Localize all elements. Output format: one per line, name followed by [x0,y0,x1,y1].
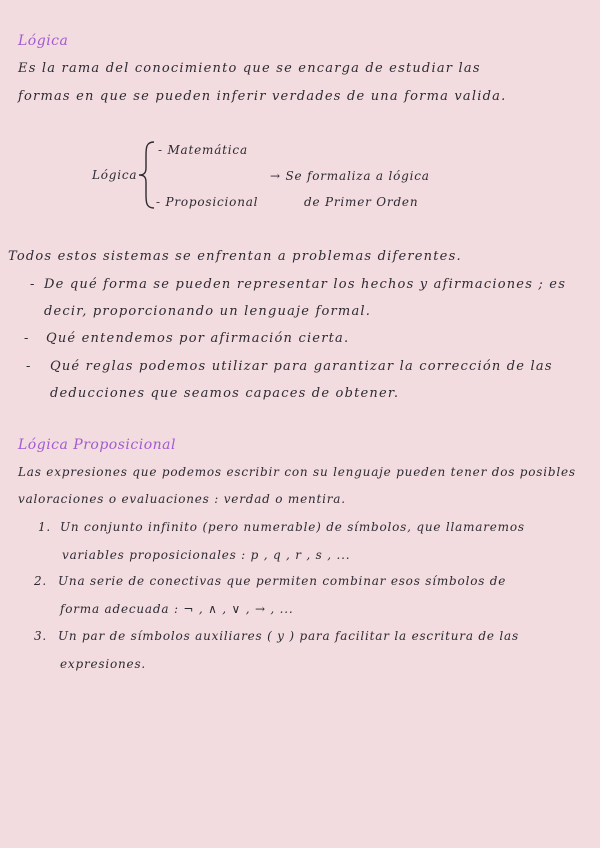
problems-intro: Todos estos sistemas se enfrentan a problemas diferentes. [8,249,462,264]
problem-1-bullet: - [30,277,36,292]
item-3-line-2: expresiones. [60,657,147,671]
problem-2-bullet: - [24,331,30,346]
item-2-line-1: Una serie de conectivas que permiten combinar esos símbolos de [58,574,507,588]
problem-3-line-2: deducciones que seamos capaces de obtener. [50,386,400,401]
problem-1-line-1: De qué forma se pueden representar los hechos y afirmaciones ; es [44,277,567,292]
item-1-number: 1. [38,520,52,534]
diagram-branch-proposicional: - Proposicional [156,195,259,209]
item-2-line-2: forma adecuada : ¬ , ∧ , ∨ , → , ... [60,602,294,616]
item-1-line-2: variables proposicionales : p , q , r , s , ... [62,548,351,562]
problem-1-line-2: decir, proporcionando un lenguaje formal. [44,304,372,319]
section-title-logica-proposicional: Lógica Proposicional [18,437,176,453]
section2-intro-line-1: Las expresiones que podemos escribir con su lenguaje pueden tener dos posibles [18,465,576,479]
section2-intro-line-2: valoraciones o evaluaciones : verdad o mentira. [18,492,346,506]
item-1-line-1: Un conjunto infinito (pero numerable) de símbolos, que llamaremos [60,520,525,534]
item-3-number: 3. [34,629,48,643]
item-2-number: 2. [34,574,48,588]
diagram-branch-matematica: - Matemática [158,143,248,157]
intro-line-1: Es la rama del conocimiento que se encarga de estudiar las [18,61,481,76]
problem-2-line-1: Qué entendemos por afirmación cierta. [46,331,350,346]
section-title-logica: Lógica [18,33,69,49]
curly-brace-icon [136,140,158,210]
diagram-arrow-note-1: → Se formaliza a lógica [270,169,430,183]
item-3-line-1: Un par de símbolos auxiliares ( y ) para facilitar la escritura de las [58,629,519,643]
intro-line-2: formas en que se pueden inferir verdades de una forma valida. [18,89,507,104]
diagram-arrow-note-2: de Primer Orden [304,195,419,209]
problem-3-bullet: - [26,359,32,374]
diagram-root: Lógica [92,168,138,182]
problem-3-line-1: Qué reglas podemos utilizar para garantizar la corrección de las [50,359,553,374]
